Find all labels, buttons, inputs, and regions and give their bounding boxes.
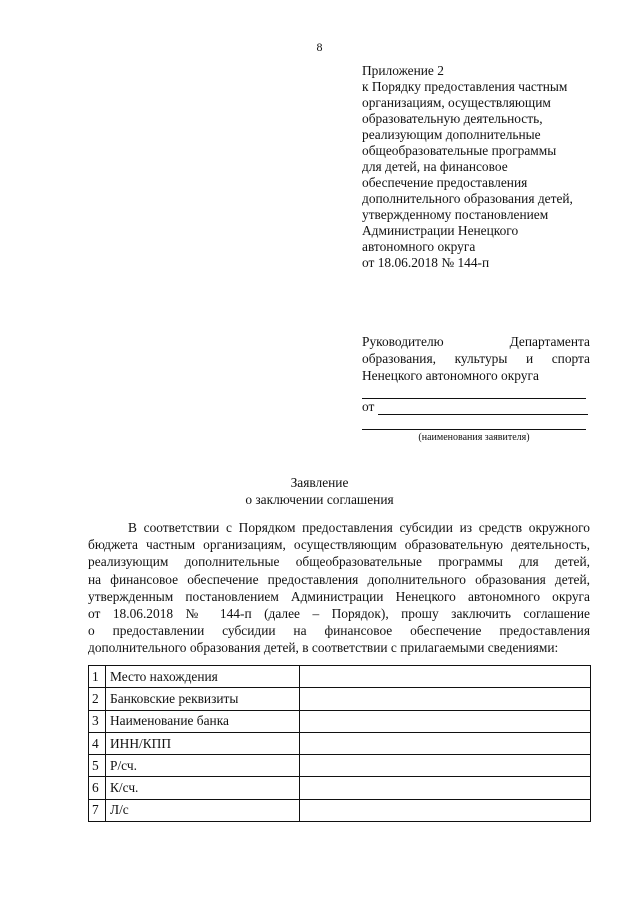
appendix-line: к Порядку предоставления частным xyxy=(362,79,568,94)
row-label: Л/с xyxy=(106,799,300,821)
body-line: реализующим дополнительные общеобразовательные программы для детей, xyxy=(88,554,590,570)
row-number: 2 xyxy=(89,688,106,710)
from-row xyxy=(362,399,588,415)
table-row xyxy=(89,666,591,688)
appendix-line: общеобразовательные программы xyxy=(362,143,557,158)
row-number: 7 xyxy=(89,799,106,821)
appendix-line: от 18.06.2018 № 144-п xyxy=(362,255,490,270)
table-row xyxy=(89,755,591,777)
table-row xyxy=(89,799,591,821)
row-value xyxy=(300,732,591,754)
from-label: от xyxy=(362,399,375,414)
row-label: К/сч. xyxy=(106,777,300,799)
row-number: 4 xyxy=(89,732,106,754)
row-value xyxy=(300,799,591,821)
body-line: о предоставлении субсидии на финансовое обеспечение предоставления xyxy=(88,623,590,639)
row-number: 3 xyxy=(89,710,106,732)
appendix-line: обеспечение предоставления xyxy=(362,175,528,190)
row-number: 1 xyxy=(89,666,106,688)
appendix-line: утвержденному постановлением xyxy=(362,207,549,222)
document-subtitle: о заключении соглашения xyxy=(245,492,394,507)
appendix-line: Администрации Ненецкого xyxy=(362,223,519,238)
row-label: Место нахождения xyxy=(106,666,300,688)
applicant-caption: (наименования заявителя) xyxy=(418,432,530,443)
row-number: 6 xyxy=(89,777,106,799)
appendix-line: реализующим дополнительные xyxy=(362,127,541,142)
body-line: на финансовое обеспечение предоставления дополнительного образования детей, xyxy=(88,571,590,587)
row-value xyxy=(300,777,591,799)
table-row xyxy=(89,732,591,754)
row-label: Банковские реквизиты xyxy=(106,688,300,710)
appendix-line: образовательную деятельность, xyxy=(362,111,543,126)
body-paragraph xyxy=(88,519,590,657)
addressee-line-1: Руководителю Департамента xyxy=(362,334,590,349)
addressee-line-3: Ненецкого автономного округа xyxy=(362,368,539,383)
row-label: Наименование банка xyxy=(106,710,300,732)
body-line: дополнительного образования детей, в соответствии с прилагаемыми сведениями: xyxy=(88,640,559,656)
row-value xyxy=(300,710,591,732)
appendix-line: дополнительного образования детей, xyxy=(362,191,573,206)
blank-line xyxy=(362,429,586,430)
table-row xyxy=(89,777,591,799)
appendix-line: Приложение 2 xyxy=(362,63,444,78)
appendix-line: автономного округа xyxy=(362,239,476,254)
body-line: бюджета частным организациям, осуществляющим образовательную деятельность, xyxy=(88,537,590,553)
row-label: Р/сч. xyxy=(106,755,300,777)
details-table xyxy=(88,665,591,822)
row-label: ИНН/КПП xyxy=(106,732,300,754)
page-number: 8 xyxy=(316,40,323,54)
appendix-block xyxy=(362,63,612,271)
document-title: Заявление xyxy=(290,475,349,490)
table-row xyxy=(89,710,591,732)
body-line: утвержденным постановлением Администрации Ненецкого автономного округа xyxy=(88,588,590,604)
row-value xyxy=(300,755,591,777)
appendix-line: организациям, осуществляющим xyxy=(362,95,551,110)
document-heading xyxy=(0,474,639,508)
addressee-block xyxy=(362,333,590,384)
table-row xyxy=(89,688,591,710)
row-value xyxy=(300,666,591,688)
applicant-name-blank xyxy=(378,401,588,415)
appendix-line: для детей, на финансовое xyxy=(362,159,508,174)
body-line: В соответствии с Порядком предоставления субсидии из средств окружного xyxy=(128,520,590,535)
body-line: от 18.06.2018 № 144-п (далее – Порядок), прошу заключить соглашение xyxy=(88,606,590,622)
row-number: 5 xyxy=(89,755,106,777)
addressee-line-2: образования, культуры и спорта xyxy=(362,351,590,366)
row-value xyxy=(300,688,591,710)
